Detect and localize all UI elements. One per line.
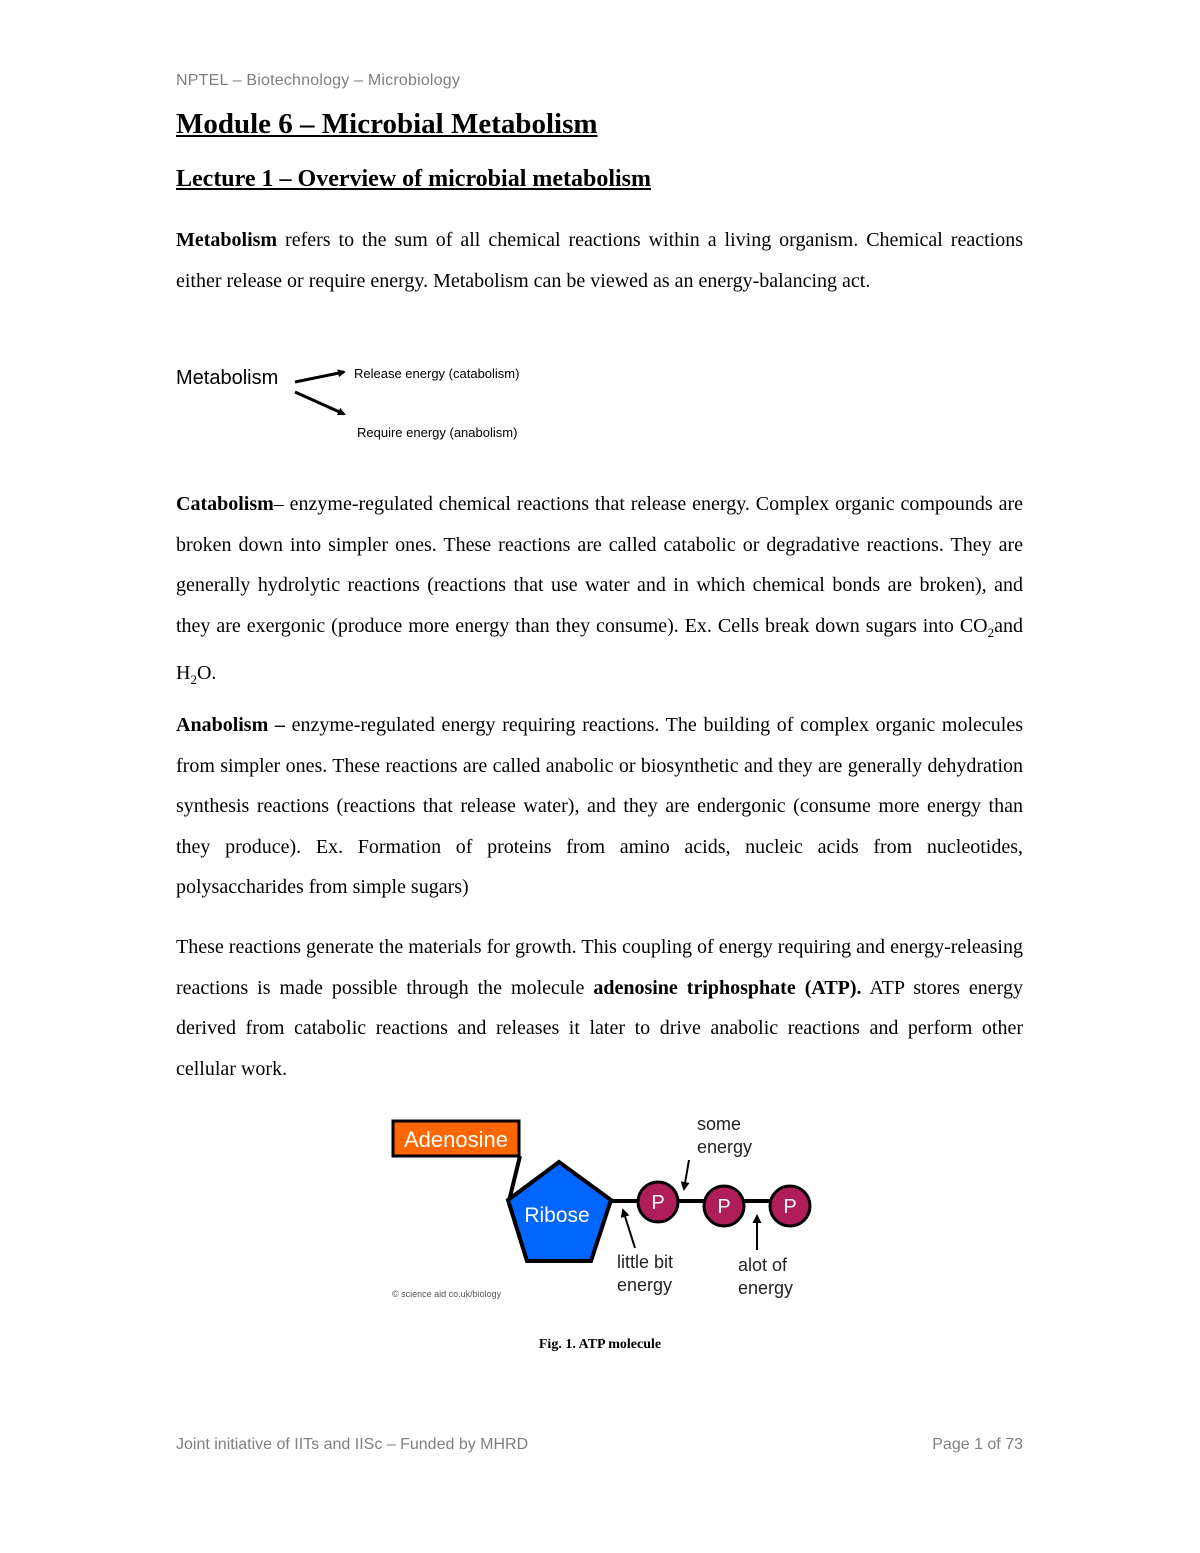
- catabolism-text-2: and H: [176, 614, 1023, 684]
- some-energy-label: [697, 1113, 752, 1159]
- phosphate-label-3: P: [783, 1196, 797, 1218]
- alot-energy-line-1: alot of: [738, 1255, 788, 1275]
- catabolism-text: – enzyme-regulated chemical reactions that release energy. Complex organic compounds are broken down into simpler ones. These reactions are called catabolic or degradative reactions. They are generally hydrolytic reactions (reactions that use water and in which chemical bonds are broken), and they are exergonic (produce more energy than they consume). Ex. Cells break down sugars into CO: [176, 493, 1023, 637]
- footer-page-number: Page 1 of 73: [932, 1436, 1023, 1453]
- page-header: NPTEL – Biotechnology – Microbiology: [176, 72, 461, 89]
- branch-catabolism-label: Release energy (catabolism): [354, 366, 520, 381]
- atp-text-2: ATP stores energy derived from catabolic reactions and releases it later to drive anabolic reactions and perform other cellular work.: [176, 976, 1023, 1080]
- some-energy-line-2: energy: [697, 1137, 753, 1157]
- term-anabolism: Anabolism –: [176, 714, 285, 736]
- adenosine-label: Adenosine: [404, 1127, 508, 1152]
- alot-energy-label: [738, 1254, 793, 1300]
- alot-energy-line-2: energy: [738, 1278, 794, 1298]
- little-energy-line-2: energy: [617, 1275, 673, 1295]
- intro-text: refers to the sum of all chemical reactions within a living organism. Chemical reactions either release or require energy. Metabolism can be viewed as an energy-balancing act.: [176, 229, 1023, 292]
- term-catabolism: Catabolism: [176, 493, 274, 515]
- little-energy-label: [617, 1251, 673, 1297]
- subscript: 2: [987, 624, 995, 640]
- catabolism-text-3: O.: [196, 662, 217, 684]
- little-energy-line-1: little bit: [617, 1252, 674, 1272]
- phosphate-label-2: P: [717, 1196, 731, 1218]
- atp-text: These reactions generate the materials for growth. This coupling of energy requiring and energy-releasing reactions is made possible through the molecule: [176, 936, 1023, 999]
- subscript: 2: [190, 672, 197, 687]
- term-metabolism: Metabolism: [176, 229, 278, 251]
- lecture-title: Lecture 1 – Overview of microbial metabolism: [176, 166, 652, 192]
- arrow-some-energy: [684, 1160, 689, 1189]
- arrow-little-energy: [623, 1210, 635, 1248]
- figure-copyright: © science aid co.uk/biology: [392, 1289, 502, 1299]
- ribose-label: Ribose: [524, 1204, 590, 1227]
- diagram-root-label: Metabolism: [176, 367, 279, 389]
- term-atp: adenosine triphosphate (ATP).: [593, 976, 862, 999]
- figure-caption: Fig. 1. ATP molecule: [538, 1337, 662, 1352]
- anabolism-text: enzyme-regulated energy requiring reactions. The building of complex organic molecules from simpler ones. These reactions are called anabolic or biosynthetic and they are generally dehydration synthesis reactions (reactions that release water), and they are endergonic (consume more energy than they produce). Ex. Formation of proteins from amino acids, nucleic acids from nucleotides, polysaccharides from simple sugars): [176, 714, 1023, 898]
- footer-funding: Joint initiative of IITs and IISc – Funded by MHRD: [176, 1436, 529, 1453]
- branch-anabolism-label: Require energy (anabolism): [357, 425, 518, 440]
- module-title: Module 6 – Microbial Metabolism: [176, 108, 598, 140]
- some-energy-line-1: some: [697, 1114, 742, 1134]
- phosphate-label-1: P: [651, 1192, 665, 1214]
